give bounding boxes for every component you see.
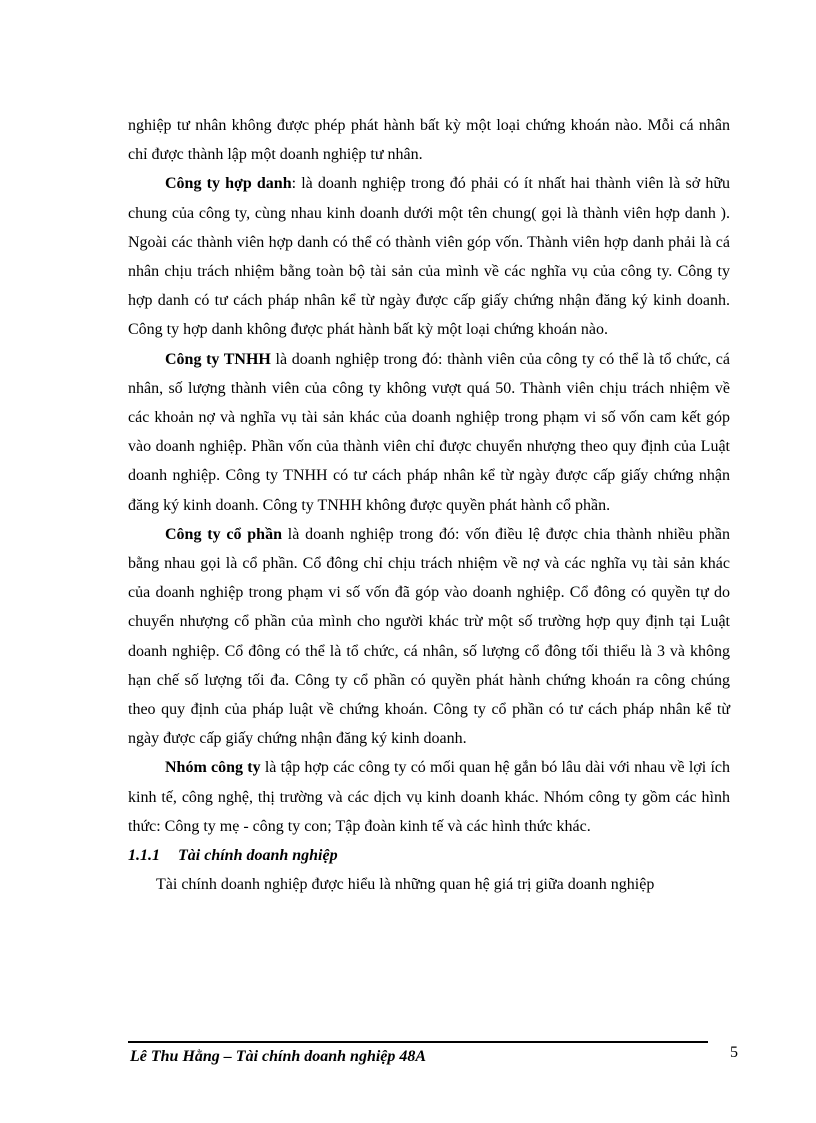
paragraph-intro bbox=[128, 870, 730, 899]
term-nhom-cong-ty: Nhóm công ty bbox=[165, 759, 261, 777]
footer-author-course: Lê Thu Hằng – Tài chính doanh nghiệp 48A bbox=[130, 1048, 427, 1065]
paragraph-text: là doanh nghiệp trong đó: vốn điều lệ được chia thành nhiều phần bằng nhau gọi là cổ phần. Cổ đông chỉ chịu trách nhiệm về nợ và các nghĩa vụ tài sản khác của doanh nghiệp trong phạm vi số vốn đã góp vào doanh nghiệp. Cổ đông có quyền tự do chuyển nhượng cổ phần của mình cho người khác trừ một số trường hợp quy định tại Luật doanh nghiệp. Cổ đông có thể là tổ chức, cá nhân, số lượng cổ đông tối thiểu là 3 và không hạn chế số lượng tối đa. Công ty cổ phần có quyền phát hành chứng khoán ra công chúng theo quy định của pháp luật về chứng khoán. Công ty cổ phần có tư cách pháp nhân kể từ ngày được cấp giấy chứng nhận đăng ký kinh doanh. bbox=[128, 525, 730, 748]
paragraph-text: nghiệp tư nhân không được phép phát hành bất kỳ một loại chứng khoán nào. Mỗi cá nhân chỉ được thành lập một doanh nghiệp tư nhân. bbox=[128, 117, 730, 164]
section-title: Tài chính doanh nghiệp bbox=[178, 847, 338, 865]
paragraph-text: : là doanh nghiệp trong đó phải có ít nhất hai thành viên là sở hữu chung của công ty, cùng nhau kinh doanh dưới một tên chung( gọi là thành viên hợp danh ). Ngoài các thành viên hợp danh có thể có thành viên góp vốn. Thành viên hợp danh phải là cá nhân chịu trách nhiệm bằng toàn bộ tài sản của mình về các nghĩa vụ của công ty. Công ty hợp danh có tư cách pháp nhân kể từ ngày được cấp giấy chứng nhận đăng ký kinh doanh. Công ty hợp danh không được phát hành bất kỳ một loại chứng khoán nào. bbox=[128, 175, 730, 339]
paragraph-cong-ty-hop-danh bbox=[128, 169, 730, 344]
paragraph-text: là doanh nghiệp trong đó: thành viên của công ty có thể là tổ chức, cá nhân, số lượng thành viên của công ty không vượt quá 50. Thành viên chịu trách nhiệm về các khoản nợ và nghĩa vụ tài sản khác của doanh nghiệp trong phạm vi số vốn cam kết góp vào doanh nghiệp. Phần vốn của thành viên chỉ được chuyển nhượng theo quy định của Luật doanh nghiệp. Công ty TNHH có tư cách pháp nhân kể từ ngày được cấp giấy chứng nhận đăng ký kinh doanh. Công ty TNHH không được quyền phát hành cổ phần. bbox=[128, 350, 731, 514]
section-number: 1.1.1 bbox=[128, 847, 160, 865]
paragraph-cong-ty-tnhh bbox=[128, 345, 730, 520]
term-cong-ty-co-phan: Công ty cổ phần bbox=[165, 525, 282, 543]
footer-divider bbox=[128, 1041, 708, 1043]
section-heading bbox=[128, 841, 730, 870]
page-number: 5 bbox=[730, 1044, 738, 1061]
term-cong-ty-tnhh: Công ty TNHH bbox=[165, 350, 271, 368]
paragraph-text: là tập hợp các công ty có mối quan hệ gắn bó lâu dài với nhau về lợi ích kinh tế, công nghệ, thị trường và các dịch vụ kinh doanh khác. Nhóm công ty gồm các hình thức: Công ty mẹ - công ty con; Tập đoàn kinh tế và các hình thức khác. bbox=[128, 759, 730, 835]
term-cong-ty-hop-danh: Công ty hợp danh bbox=[165, 175, 292, 193]
paragraph-continuation bbox=[128, 111, 730, 169]
paragraph-cong-ty-co-phan bbox=[128, 520, 730, 754]
paragraph-text: Tài chính doanh nghiệp được hiểu là những quan hệ giá trị giữa doanh nghiệp bbox=[156, 876, 655, 894]
page-body bbox=[128, 111, 730, 899]
paragraph-nhom-cong-ty bbox=[128, 753, 730, 841]
